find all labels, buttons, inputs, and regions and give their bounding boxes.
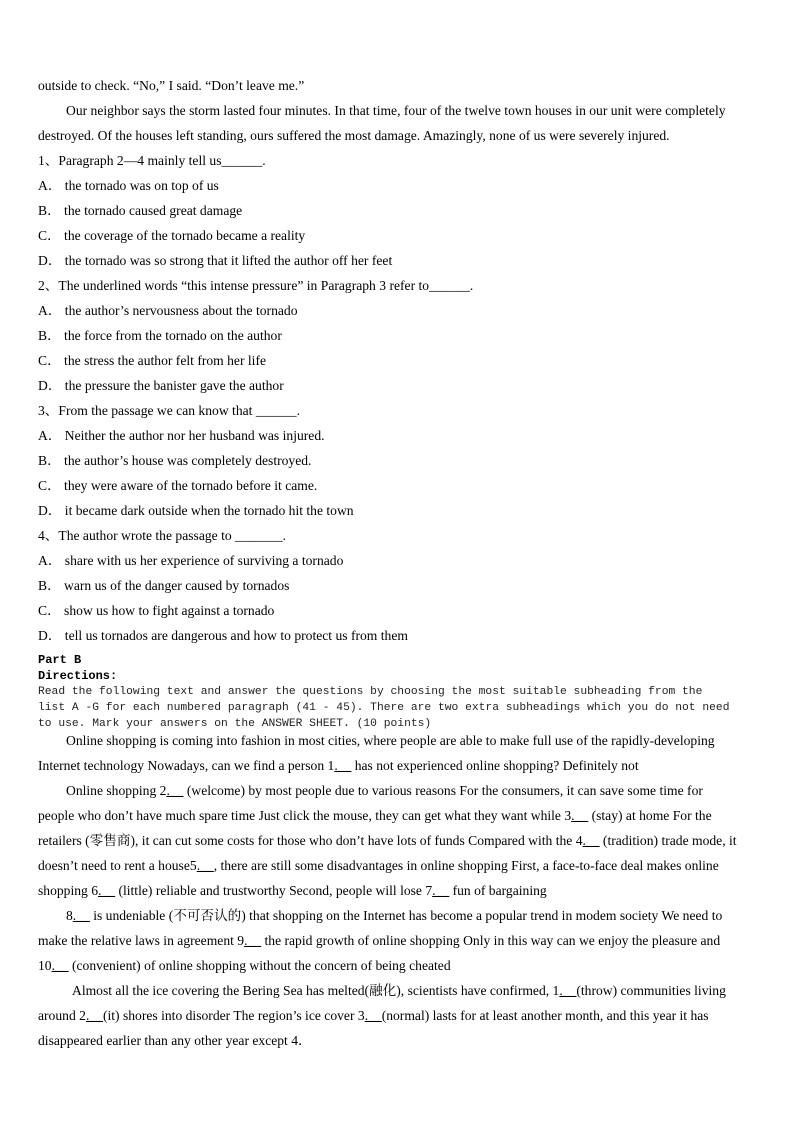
blank-3: .__: [571, 808, 589, 823]
answer-option: B． the tornado caused great damage: [38, 203, 243, 218]
passage-line: outside to check. “No,” I said. “Don’t leave me.”: [38, 78, 305, 93]
blank-9: .__: [244, 933, 262, 948]
answer-option: C． the coverage of the tornado became a reality: [38, 228, 306, 243]
blank-10: .__: [51, 958, 69, 973]
answer-option: B． warn us of the danger caused by tornados: [38, 578, 290, 593]
answer-option: D． it became dark outside when the tornado hit the town: [38, 503, 354, 518]
passage-line: shopping 6.__ (little) reliable and trustworthy Second, people will lose 7.__ fun of bargaining: [38, 883, 547, 898]
question-stem: 1、Paragraph 2—4 mainly tell us______.: [38, 153, 266, 168]
answer-option: A． the author’s nervousness about the tornado: [38, 303, 298, 318]
blank-1: .__: [559, 983, 577, 998]
blank-2: .__: [85, 1008, 103, 1023]
part-b-heading: Part B: [38, 653, 82, 667]
blank-1: .__: [334, 758, 352, 773]
passage-line: people who don’t have much spare time Just click the mouse, they can get what they want while 3.__ (stay) at home For the: [38, 808, 712, 823]
answer-option: D． tell us tornados are dangerous and how to protect us from them: [38, 628, 408, 643]
answer-option: C． show us how to fight against a tornado: [38, 603, 275, 618]
blank-5: .__: [196, 858, 214, 873]
answer-option: C． the stress the author felt from her life: [38, 353, 267, 368]
passage-line: destroyed. Of the houses left standing, ours suffered the most damage. Amazingly, none of us were severely injured.: [38, 128, 670, 143]
answer-option: B． the author’s house was completely destroyed.: [38, 453, 312, 468]
answer-option: D． the tornado was so strong that it lifted the author off her feet: [38, 253, 393, 268]
directions-line: to use. Mark your answers on the ANSWER SHEET. (10 points): [38, 718, 432, 730]
answer-option: A． Neither the author nor her husband was injured.: [38, 428, 325, 443]
directions-label: Directions:: [38, 669, 118, 683]
answer-option: C． they were aware of the tornado before it came.: [38, 478, 318, 493]
passage-line: Almost all the ice covering the Bering Sea has melted(融化), scientists have confirmed, 1.__(throw) communities living: [72, 983, 726, 998]
answer-option: B． the force from the tornado on the author: [38, 328, 282, 343]
blank-7: .__: [432, 883, 450, 898]
passage-line: disappeared earlier than any other year except 4．: [38, 1033, 312, 1048]
directions-line: list A -G for each numbered paragraph (41 - 45). There are two extra subheadings which you do not need: [38, 702, 730, 714]
question-stem: 2、The underlined words “this intense pressure” in Paragraph 3 refer to______.: [38, 278, 474, 293]
question-stem: 4、The author wrote the passage to _______.: [38, 528, 287, 543]
passage-line: retailers (零售商), it can cut some costs for those who don’t have lots of funds Compared with the 4.__ (tradition) trade mode, it: [38, 833, 737, 848]
passage-line: Our neighbor says the storm lasted four minutes. In that time, four of the twelve town houses in our unit were completely: [66, 103, 726, 118]
answer-option: A． the tornado was on top of us: [38, 178, 219, 193]
blank-2: .__: [166, 783, 184, 798]
passage-line: around 2.__(it) shores into disorder The region’s ice cover 3.__(normal) lasts for at least another month, and this year it has: [38, 1008, 709, 1023]
directions-line: Read the following text and answer the questions by choosing the most suitable subheading from the: [38, 686, 703, 698]
blank-8: .__: [72, 908, 90, 923]
question-stem: 3、From the passage we can know that ______.: [38, 403, 301, 418]
answer-option: A． share with us her experience of surviving a tornado: [38, 553, 344, 568]
passage-line: make the relative laws in agreement 9.__ the rapid growth of online shopping Only in this way can we enjoy the pleasure and: [38, 933, 721, 948]
passage-line: 8.__ is undeniable (不可否认的) that shopping on the Internet has become a popular trend in modem society We need to: [66, 908, 723, 923]
blank-4: .__: [582, 833, 600, 848]
blank-3: .__: [364, 1008, 382, 1023]
passage-line: Online shopping 2.__ (welcome) by most people due to various reasons For the consumers, it can save some time for: [66, 783, 703, 798]
answer-option: D． the pressure the banister gave the author: [38, 378, 284, 393]
passage-line: Online shopping is coming into fashion in most cities, where people are able to make full use of the rapidly-developing: [66, 733, 715, 748]
passage-line: 10.__ (convenient) of online shopping without the concern of being cheated: [38, 958, 451, 973]
passage-line: doesn’t need to rent a house5.__, there are still some disadvantages in online shopping First, a face-to-face deal makes online: [38, 858, 719, 873]
passage-line: Internet technology Nowadays, can we find a person 1.__ has not experienced online shopping? Definitely not: [38, 758, 639, 773]
blank-6: .__: [98, 883, 116, 898]
